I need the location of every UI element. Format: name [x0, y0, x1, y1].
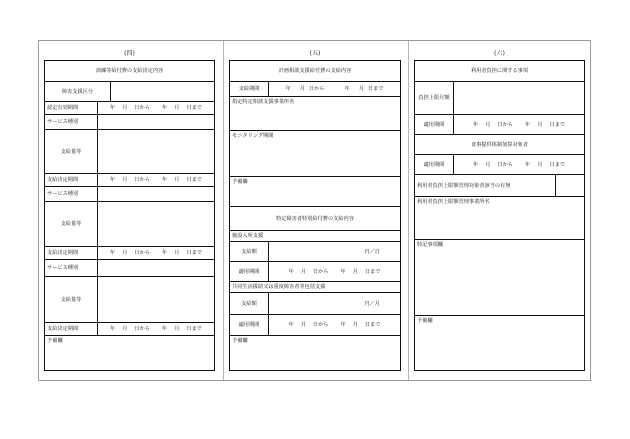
panel6-title: 利用者負担に関する事項 [470, 68, 529, 74]
cap-monthly-field[interactable] [453, 82, 584, 114]
notes-label: 特記事項欄 [417, 242, 443, 248]
service-type-label: サービス種別 [47, 191, 79, 197]
payment-amount-field[interactable] [268, 242, 400, 261]
per-day-unit: 円／日 [364, 248, 380, 255]
panel5-title: 計画相談支援給付費の支給内容 [278, 68, 352, 74]
remarks-field[interactable] [415, 316, 584, 370]
cap-management-target-label: 利用者負担上限額管理対象者該当の有無 [417, 182, 511, 189]
service-type-label: サービス種別 [47, 119, 79, 125]
payment-amount-label: 支給額 [241, 248, 257, 255]
designated-office-field[interactable] [230, 97, 400, 130]
applicable-period-label: 適用期間 [423, 161, 445, 168]
panel4-title: 訓練等給付費の支給決定内容 [95, 68, 164, 74]
panel-divider [408, 41, 409, 380]
panel5-heading: (五) [309, 50, 321, 57]
applicable-period-field[interactable]: 年 月 日から 年 月 日まで [453, 155, 584, 174]
applicable-period-field[interactable]: 年 月 日から 年 月 日まで [268, 262, 400, 281]
amount-label: 支給量等 [60, 296, 82, 303]
decision-period-label: 支給決定期間 [47, 326, 79, 332]
remarks-label: 予備欄 [232, 179, 248, 185]
service-type-label: サービス種別 [47, 265, 79, 271]
panel5 [229, 60, 401, 371]
payment-period-label: 支給期間 [238, 86, 260, 92]
service-type-field[interactable] [97, 115, 214, 129]
cap-monthly-label: 負担上限月額 [418, 95, 450, 101]
panel6 [414, 60, 585, 371]
meal-addition-label: 食事提供体制加算対象者 [470, 141, 529, 148]
certification-period-label: 認定有効期間 [47, 105, 79, 111]
applicable-period-label: 適用期間 [423, 121, 445, 128]
certification-period-field[interactable]: 年 月 日から 年 月 日まで [97, 102, 214, 114]
payment-amount-field[interactable] [268, 293, 400, 314]
cap-management-target-field[interactable] [555, 175, 584, 196]
support-category-field[interactable] [110, 82, 214, 101]
applicable-period-label: 適用期間 [238, 268, 260, 275]
support-category-label: 障害支援区分 [61, 88, 94, 95]
decision-period-label: 支給決定期間 [47, 177, 79, 183]
panel-divider [223, 41, 224, 380]
decision-period-field[interactable]: 年 月 日から 年 月 日まで [97, 247, 214, 259]
per-month-unit: 円／月 [364, 300, 380, 307]
applicable-period-field[interactable]: 年 月 日から 年 月 日まで [453, 115, 584, 134]
decision-period-label: 支給決定期間 [47, 250, 79, 256]
monitoring-period-label: モニタリング期間 [232, 133, 274, 139]
remarks-field[interactable] [230, 177, 400, 206]
applicable-period-label: 適用期間 [238, 322, 260, 328]
special-benefit-title: 特定障害者特別給付費の支給内容 [276, 215, 354, 222]
decision-period-field[interactable]: 年 月 日から 年 月 日まで [97, 174, 214, 186]
payment-period-field[interactable]: 年 月 日から 年 月 日まで [268, 82, 400, 96]
payment-amount-label: 支給額 [241, 300, 257, 307]
applicable-period-field[interactable]: 年 月 日から 年 月 日まで [268, 315, 400, 335]
amount-field[interactable] [97, 277, 214, 322]
amount-label: 支給量等 [60, 148, 82, 155]
cap-management-office-field[interactable] [415, 197, 584, 239]
panel6-heading: (六) [494, 50, 505, 57]
decision-period-field[interactable]: 年 月 日から 年 月 日まで [97, 323, 214, 335]
cap-management-office-label: 利用者負担上限額管理事業所名 [417, 199, 490, 205]
notes-field[interactable] [415, 240, 584, 315]
service-type-field[interactable] [97, 260, 214, 276]
remarks-label: 予備欄 [232, 338, 248, 344]
amount-field[interactable] [97, 130, 214, 173]
monitoring-period-field[interactable] [230, 131, 400, 176]
panel4-heading: (四) [124, 50, 135, 57]
designated-office-label: 指定特定相談支援事業所名 [232, 99, 295, 105]
amount-label: 支給量等 [60, 221, 82, 227]
remarks-label: 予備欄 [417, 318, 433, 324]
remarks-field[interactable] [45, 336, 214, 370]
panel4 [44, 60, 215, 371]
group-home-label: 共同生活援助又は重度障害者等包括支援 [232, 284, 326, 290]
remarks-field[interactable] [230, 336, 400, 370]
service-type-field[interactable] [97, 187, 214, 201]
facility-support-label: 施設入所支援 [232, 233, 264, 239]
amount-field[interactable] [97, 202, 214, 246]
remarks-label: 予備欄 [47, 338, 63, 344]
